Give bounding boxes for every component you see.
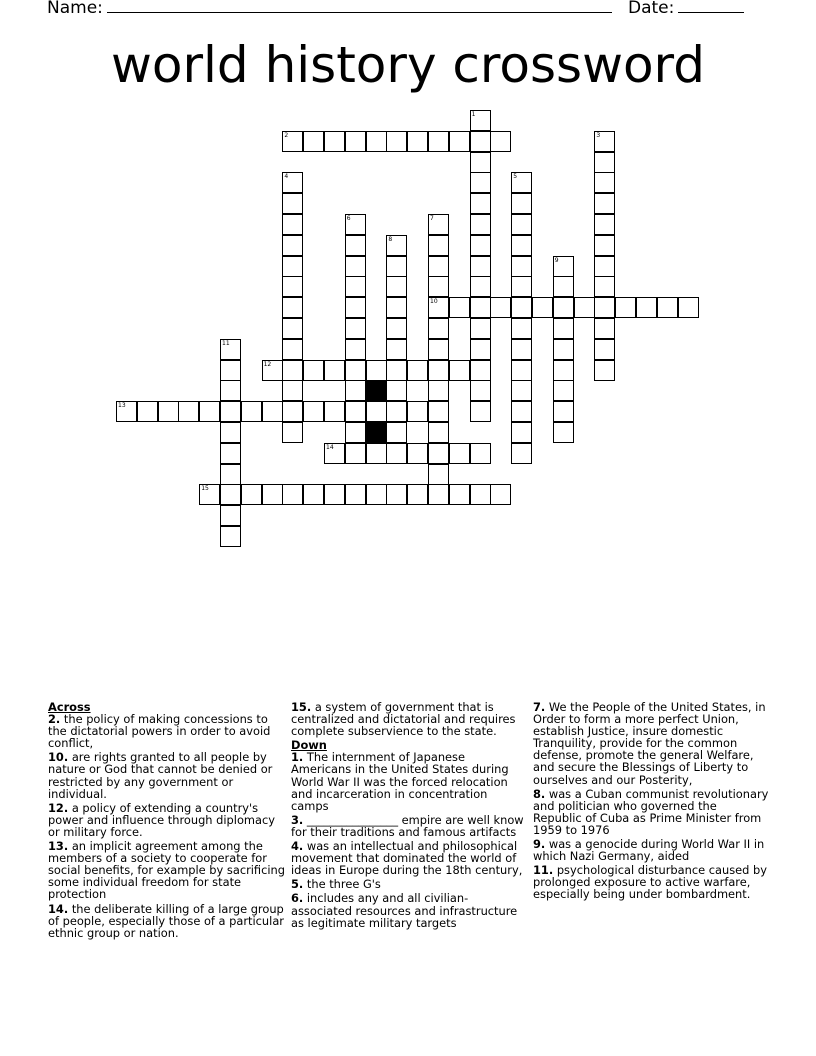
grid-cell[interactable] xyxy=(594,256,615,277)
cell-number: 7 xyxy=(430,215,434,222)
clue-text: the policy of making concessions to the dictatorial powers in order to avoid conflict, xyxy=(48,712,271,751)
grid-cell[interactable] xyxy=(386,443,407,464)
grid-cell[interactable] xyxy=(428,443,449,464)
grid-cell[interactable] xyxy=(428,276,449,297)
grid-cell[interactable] xyxy=(345,214,366,235)
clue-down-1 xyxy=(291,751,527,811)
black-square xyxy=(366,380,387,401)
cell-number: 4 xyxy=(284,173,289,181)
clues-column-1 xyxy=(48,701,286,941)
grid-cell[interactable] xyxy=(386,318,407,339)
grid-cell[interactable] xyxy=(282,339,303,360)
grid-cell[interactable] xyxy=(470,193,491,214)
grid-cell[interactable] xyxy=(407,443,428,464)
grid-cell[interactable] xyxy=(386,256,407,277)
grid-cell[interactable] xyxy=(324,360,345,381)
grid-cell[interactable] xyxy=(345,235,366,256)
clue-across-13 xyxy=(48,840,286,900)
grid-cell[interactable] xyxy=(345,276,366,297)
clue-number: 3. xyxy=(291,812,304,827)
grid-cell[interactable] xyxy=(574,297,595,318)
grid-cell[interactable] xyxy=(490,297,511,318)
clue-text: an implicit agreement among the members of a society to cooperate for social benefits, for example by sacrificing some individual freedom for state protection xyxy=(48,839,285,902)
grid-cell[interactable] xyxy=(366,484,387,505)
clue-text: are rights granted to all people by nature or God that cannot be denied or restricted by any government or individual. xyxy=(48,750,273,801)
grid-cell[interactable] xyxy=(116,401,137,422)
grid-cell[interactable] xyxy=(470,401,491,422)
clues-column-3 xyxy=(533,701,769,903)
clue-number: 5. xyxy=(291,877,304,892)
grid-cell[interactable] xyxy=(636,297,657,318)
grid-cell[interactable] xyxy=(470,297,491,318)
grid-cell[interactable] xyxy=(345,131,366,152)
grid-cell[interactable] xyxy=(657,297,678,318)
clue-number: 12. xyxy=(48,800,69,815)
across-heading: Across xyxy=(48,700,91,714)
grid-cell[interactable] xyxy=(428,360,449,381)
clue-down-11 xyxy=(533,864,769,900)
clue-text: psychological disturbance caused by prolonged exposure to active warfare, especially being under bombardment. xyxy=(533,863,767,902)
cell-number: 5 xyxy=(513,173,518,181)
grid-cell[interactable] xyxy=(490,484,511,505)
grid-cell[interactable] xyxy=(220,464,241,485)
grid-cell[interactable] xyxy=(470,256,491,277)
grid-cell[interactable] xyxy=(386,484,407,505)
grid-cell[interactable] xyxy=(428,401,449,422)
clue-text: The internment of Japanese Americans in the United States during World War II was the forced relocation and incarceration in concentration camps xyxy=(291,750,509,813)
grid-cell[interactable] xyxy=(470,131,491,152)
grid-cell[interactable] xyxy=(470,152,491,173)
grid-cell[interactable] xyxy=(553,401,574,422)
clue-across-2 xyxy=(48,713,286,749)
grid-cell[interactable] xyxy=(553,422,574,443)
grid-cell[interactable] xyxy=(428,464,449,485)
clue-number: 14. xyxy=(48,901,69,916)
clue-down-8 xyxy=(533,788,769,836)
down-heading: Down xyxy=(291,738,327,753)
grid-cell[interactable] xyxy=(511,172,532,193)
clue-text: was a Cuban communist revolutionary and politician who governed the Republic of Cuba as Prime Minister from 1959 to 1976 xyxy=(533,786,769,837)
grid-cell[interactable] xyxy=(594,318,615,339)
clue-number: 9. xyxy=(533,837,546,852)
grid-cell[interactable] xyxy=(282,360,303,381)
grid-cell[interactable] xyxy=(428,339,449,360)
grid-cell[interactable] xyxy=(615,297,636,318)
grid-cell[interactable] xyxy=(511,360,532,381)
grid-cell[interactable] xyxy=(345,380,366,401)
grid-cell[interactable] xyxy=(220,505,241,526)
grid-cell[interactable] xyxy=(594,152,615,173)
cell-number: 2 xyxy=(284,131,289,139)
grid-cell[interactable] xyxy=(553,339,574,360)
grid-cell[interactable] xyxy=(594,276,615,297)
grid-cell[interactable] xyxy=(470,235,491,256)
grid-cell[interactable] xyxy=(470,214,491,235)
grid-cell[interactable] xyxy=(407,401,428,422)
grid-cell[interactable] xyxy=(345,318,366,339)
grid-cell[interactable] xyxy=(366,131,387,152)
clue-down-3 xyxy=(291,814,527,838)
clue-across-15 xyxy=(291,701,527,737)
grid-cell[interactable] xyxy=(324,443,345,464)
grid-cell[interactable] xyxy=(282,422,303,443)
grid-cell[interactable] xyxy=(345,443,366,464)
grid-cell[interactable] xyxy=(366,360,387,381)
grid-cell[interactable] xyxy=(303,401,324,422)
grid-cell[interactable] xyxy=(386,276,407,297)
clues-column-2 xyxy=(291,701,527,931)
grid-cell[interactable] xyxy=(470,443,491,464)
grid-cell[interactable] xyxy=(345,256,366,277)
grid-cell[interactable] xyxy=(553,297,574,318)
cell-number: 11 xyxy=(222,339,230,347)
cell-number: 13 xyxy=(118,402,126,410)
cell-number: 14 xyxy=(326,443,334,451)
clue-number: 6. xyxy=(291,891,304,906)
grid-cell[interactable] xyxy=(282,318,303,339)
grid-cell[interactable] xyxy=(262,401,283,422)
grid-cell[interactable] xyxy=(220,422,241,443)
page-title: world history crossword xyxy=(111,36,705,94)
grid-cell[interactable] xyxy=(594,172,615,193)
grid-cell[interactable] xyxy=(386,380,407,401)
clue-text: a policy of extending a country's power and influence through diplomacy or military force. xyxy=(48,800,275,839)
clue-text: was an intellectual and philosophical movement that dominated the world of ideas in Europe during the 18th century, xyxy=(291,839,523,878)
grid-cell[interactable] xyxy=(220,339,241,360)
clue-text: the three G's xyxy=(306,877,381,892)
clue-text: We the People of the United States, in Order to form a more perfect Union, establish Justice, insure domestic Tranquility, provide for the common defense, promote the general Welfare, and secure the Blessings of Liberty to ourselves and our Posterity, xyxy=(533,700,766,787)
date-label: Date: xyxy=(628,0,675,18)
clue-down-5 xyxy=(291,878,527,890)
black-square xyxy=(366,422,387,443)
cell-number: 1 xyxy=(471,111,476,118)
grid-cell[interactable] xyxy=(428,380,449,401)
grid-cell[interactable] xyxy=(282,401,303,422)
clue-text: a system of government that is centralized and dictatorial and requires complete subservience to the state. xyxy=(291,700,516,739)
grid-cell[interactable] xyxy=(199,401,220,422)
grid-cell[interactable] xyxy=(345,401,366,422)
grid-cell[interactable] xyxy=(594,339,615,360)
clue-across-12 xyxy=(48,802,286,838)
grid-cell[interactable] xyxy=(511,443,532,464)
cell-number: 15 xyxy=(201,485,209,493)
grid-cell[interactable] xyxy=(428,214,449,235)
grid-cell[interactable] xyxy=(282,193,303,214)
clue-number: 4. xyxy=(291,839,304,854)
grid-cell[interactable] xyxy=(511,276,532,297)
grid-cell[interactable] xyxy=(428,297,449,318)
grid-cell[interactable] xyxy=(386,235,407,256)
clue-number: 15. xyxy=(291,700,312,714)
grid-cell[interactable] xyxy=(470,172,491,193)
grid-cell[interactable] xyxy=(303,131,324,152)
grid-cell[interactable] xyxy=(386,339,407,360)
grid-cell[interactable] xyxy=(345,297,366,318)
grid-cell[interactable] xyxy=(470,339,491,360)
clue-number: 13. xyxy=(48,839,69,854)
grid-cell[interactable] xyxy=(428,131,449,152)
grid-cell[interactable] xyxy=(220,380,241,401)
grid-cell[interactable] xyxy=(303,484,324,505)
cell-number: 3 xyxy=(596,131,601,139)
grid-cell[interactable] xyxy=(594,360,615,381)
grid-cell[interactable] xyxy=(594,297,615,318)
grid-cell[interactable] xyxy=(594,214,615,235)
grid-cell[interactable] xyxy=(324,484,345,505)
clue-number: 10. xyxy=(48,750,69,765)
grid-cell[interactable] xyxy=(241,401,262,422)
grid-cell[interactable] xyxy=(386,360,407,381)
grid-cell[interactable] xyxy=(324,401,345,422)
grid-cell[interactable] xyxy=(511,422,532,443)
clue-number: 2. xyxy=(48,712,61,727)
grid-cell[interactable] xyxy=(262,484,283,505)
grid-cell[interactable] xyxy=(511,297,532,318)
grid-cell[interactable] xyxy=(407,360,428,381)
grid-cell[interactable] xyxy=(386,422,407,443)
grid-cell[interactable] xyxy=(407,131,428,152)
grid-cell[interactable] xyxy=(324,131,345,152)
grid-cell[interactable] xyxy=(511,401,532,422)
grid-cell[interactable] xyxy=(220,443,241,464)
grid-cell[interactable] xyxy=(511,214,532,235)
grid-cell[interactable] xyxy=(407,484,428,505)
clue-text: was a genocide during World War II in which Nazi Germany, aided xyxy=(533,837,765,864)
clue-across-14 xyxy=(48,903,286,939)
grid-cell[interactable] xyxy=(282,276,303,297)
cell-number: 8 xyxy=(388,235,393,243)
cell-number: 12 xyxy=(263,360,272,368)
grid-cell[interactable] xyxy=(594,131,615,152)
grid-cell[interactable] xyxy=(449,484,470,505)
clue-number: 11. xyxy=(533,863,554,878)
grid-cell[interactable] xyxy=(678,297,699,318)
grid-cell[interactable] xyxy=(220,360,241,381)
grid-cell[interactable] xyxy=(345,422,366,443)
clue-number: 8. xyxy=(533,786,546,801)
grid-cell[interactable] xyxy=(428,484,449,505)
grid-cell[interactable] xyxy=(470,318,491,339)
grid-cell[interactable] xyxy=(594,235,615,256)
grid-cell[interactable] xyxy=(553,360,574,381)
grid-cell[interactable] xyxy=(282,214,303,235)
grid-cell[interactable] xyxy=(428,318,449,339)
name-label: Name: xyxy=(47,0,103,18)
grid-cell[interactable] xyxy=(490,131,511,152)
grid-cell[interactable] xyxy=(345,360,366,381)
clue-down-6 xyxy=(291,892,527,928)
grid-cell[interactable] xyxy=(262,360,283,381)
grid-cell[interactable] xyxy=(386,401,407,422)
grid-cell[interactable] xyxy=(303,360,324,381)
grid-cell[interactable] xyxy=(428,256,449,277)
grid-cell[interactable] xyxy=(511,193,532,214)
grid-cell[interactable] xyxy=(428,235,449,256)
grid-cell[interactable] xyxy=(449,360,470,381)
grid-cell[interactable] xyxy=(386,297,407,318)
grid-cell[interactable] xyxy=(511,256,532,277)
clue-text: ________________ empire are well know for their traditions and famous artifacts xyxy=(291,812,524,839)
clue-number: 7. xyxy=(533,700,546,714)
grid-cell[interactable] xyxy=(282,256,303,277)
grid-cell[interactable] xyxy=(366,443,387,464)
grid-cell[interactable] xyxy=(470,360,491,381)
grid-cell[interactable] xyxy=(511,235,532,256)
grid-cell[interactable] xyxy=(345,339,366,360)
grid-cell[interactable] xyxy=(449,297,470,318)
clue-text: includes any and all civilian-associated resources and infrastructure as legitimate military targets xyxy=(291,891,518,930)
grid-cell[interactable] xyxy=(470,110,491,131)
grid-cell[interactable] xyxy=(220,401,241,422)
grid-cell[interactable] xyxy=(282,131,303,152)
clue-text: the deliberate killing of a large group of people, especially those of a particular ethnic group or nation. xyxy=(48,901,284,940)
grid-cell[interactable] xyxy=(158,401,179,422)
clue-down-9 xyxy=(533,838,769,862)
grid-cell[interactable] xyxy=(511,339,532,360)
clue-number: 1. xyxy=(291,750,304,765)
grid-cell[interactable] xyxy=(220,526,241,547)
grid-cell[interactable] xyxy=(366,401,387,422)
grid-cell[interactable] xyxy=(449,443,470,464)
grid-cell[interactable] xyxy=(511,380,532,401)
grid-cell[interactable] xyxy=(178,401,199,422)
grid-cell[interactable] xyxy=(449,131,470,152)
clue-down-7 xyxy=(533,701,769,786)
clue-down-4 xyxy=(291,840,527,876)
grid-cell[interactable] xyxy=(282,297,303,318)
clue-across-10 xyxy=(48,751,286,799)
grid-cell[interactable] xyxy=(594,193,615,214)
grid-cell[interactable] xyxy=(282,484,303,505)
grid-cell[interactable] xyxy=(553,318,574,339)
grid-cell[interactable] xyxy=(282,172,303,193)
grid-cell[interactable] xyxy=(553,256,574,277)
cell-number: 9 xyxy=(554,256,559,264)
grid-cell[interactable] xyxy=(282,380,303,401)
cell-number: 6 xyxy=(346,215,351,222)
grid-cell[interactable] xyxy=(553,380,574,401)
grid-cell[interactable] xyxy=(386,131,407,152)
grid-cell[interactable] xyxy=(532,297,553,318)
grid-cell[interactable] xyxy=(137,401,158,422)
grid-cell[interactable] xyxy=(199,484,220,505)
grid-cell[interactable] xyxy=(470,276,491,297)
grid-cell[interactable] xyxy=(470,484,491,505)
cell-number: 10 xyxy=(430,298,438,306)
grid-cell[interactable] xyxy=(511,318,532,339)
grid-cell[interactable] xyxy=(428,422,449,443)
grid-cell[interactable] xyxy=(345,484,366,505)
grid-cell[interactable] xyxy=(553,276,574,297)
grid-cell[interactable] xyxy=(282,235,303,256)
grid-cell[interactable] xyxy=(470,380,491,401)
grid-cell[interactable] xyxy=(220,484,241,505)
grid-cell[interactable] xyxy=(241,484,262,505)
